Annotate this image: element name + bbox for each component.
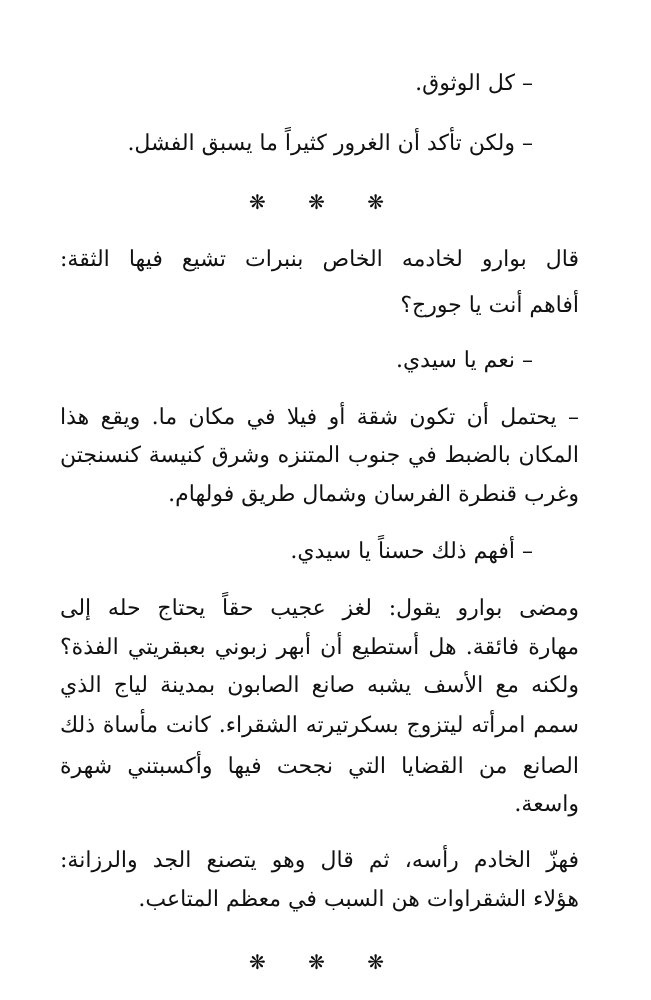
paragraph-line: واسعة. <box>514 792 579 817</box>
dialogue-line: – نعم يا سيدي. <box>395 348 533 373</box>
paragraph-line: أفاهم أنت يا جورج؟ <box>400 293 579 318</box>
paragraph-line: سمم امرأته ليتزوج بسكرتيرته الشقراء. كانت مأساة ذلك <box>60 713 579 738</box>
section-separator: ❋ ❋ ❋ <box>249 190 402 214</box>
dialogue-line: – كل الوثوق. <box>415 71 533 96</box>
paragraph-line: فهزّ الخادم رأسه، ثم قال وهو يتصنع الجد والرزانة: <box>60 848 579 873</box>
paragraph-line: هؤلاء الشقراوات هن السبب في معظم المتاعب. <box>138 887 579 912</box>
paragraph-line: مهارة فائقة. هل أستطيع أن أبهر زبوني بعبقريتي الفذة؟ <box>60 635 579 660</box>
paragraph-line: ومضى بوارو يقول: لغز عجيب حقاً يحتاج حله إلى <box>60 596 579 621</box>
paragraph-line: وغرب قنطرة الفرسان وشمال طريق فولهام. <box>168 482 579 507</box>
paragraph-line: المكان بالضبط في جنوب المتنزه وشرق كنيسة كنسنجتن <box>60 443 579 468</box>
paragraph-line: قال بوارو لخادمه الخاص بنبرات تشيع فيها الثقة: <box>60 247 579 272</box>
paragraph-line: الصانع من القضايا التي نجحت فيها وأكسبتني شهرة <box>60 754 579 779</box>
paragraph-line: – يحتمل أن تكون شقة أو فيلا في مكان ما. ويقع هذا <box>60 405 579 430</box>
paragraph-line: ولكنه مع الأسف يشبه صانع الصابون بمدينة لياج الذي <box>60 673 579 698</box>
dialogue-line: – ولكن تأكد أن الغرور كثيراً ما يسبق الفشل. <box>127 131 533 156</box>
dialogue-line: – أفهم ذلك حسناً يا سيدي. <box>290 539 533 564</box>
section-separator: ❋ ❋ ❋ <box>249 950 402 974</box>
